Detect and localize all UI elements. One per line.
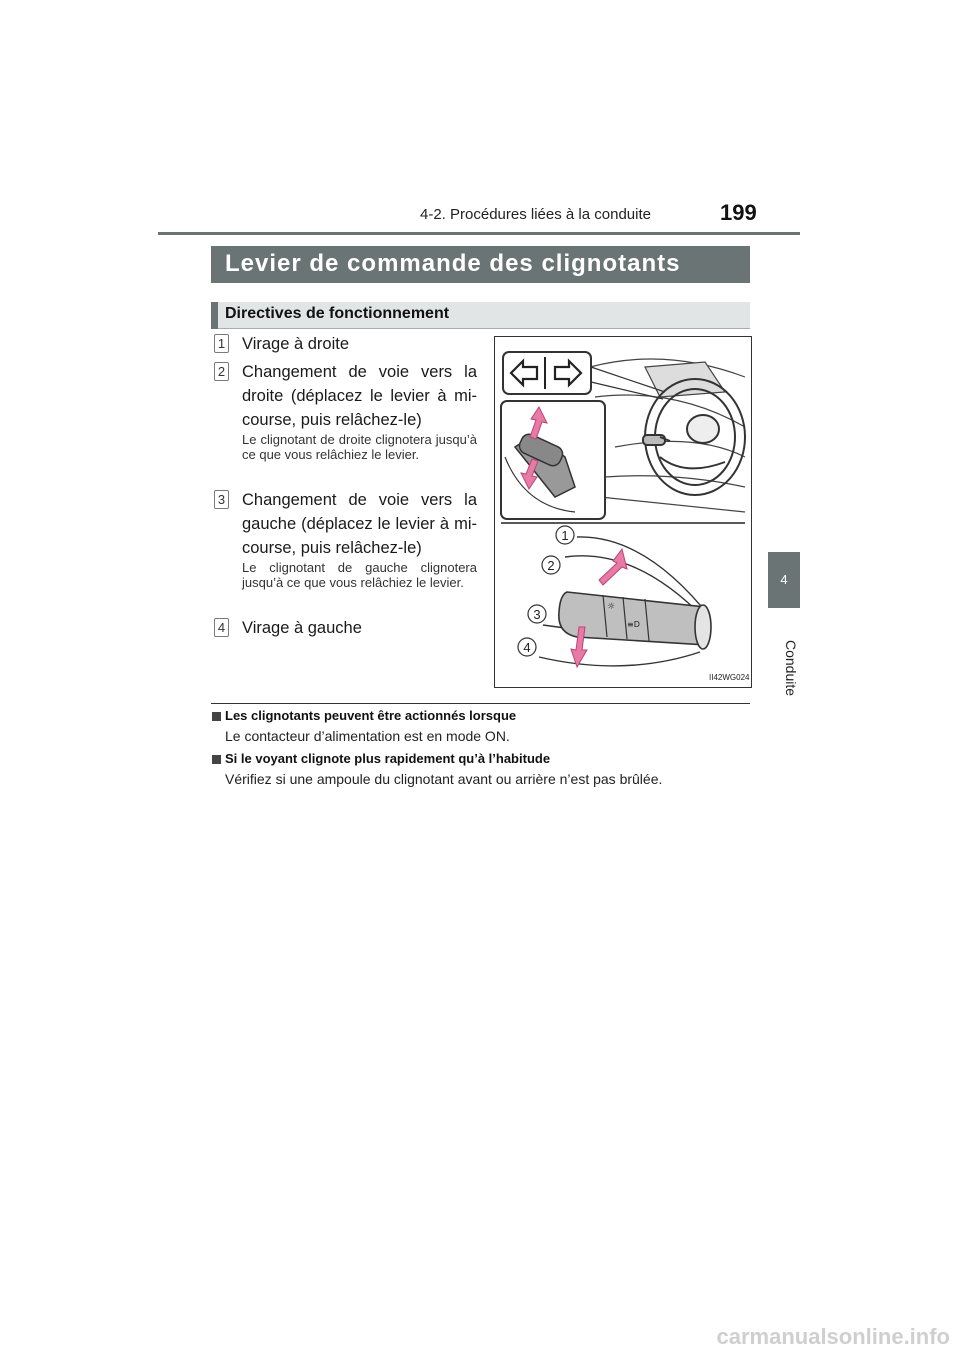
footer	[0, 1322, 960, 1358]
note-1-body: Le contacteur d’alimentation est en mode ON.	[225, 728, 510, 744]
page-title: Levier de commande des clignotants	[225, 250, 681, 277]
turn-signal-illustration	[494, 336, 752, 688]
item-3-note: Le clignotant de gauche clignotera jusqu’à ce que vous relâchiez le levier.	[242, 560, 477, 590]
item-2-note: Le clignotant de droite clignotera jusqu’à ce que vous relâchiez le levier.	[242, 432, 477, 462]
subheading: Directives de fonctionnement	[225, 305, 450, 322]
section-reference: 4-2. Procédures liées à la conduite	[420, 206, 651, 223]
subheading-bar	[211, 302, 750, 329]
note-2-heading: Si le voyant clignote plus rapidement qu’à l’habitude	[225, 751, 551, 766]
watermark: carmanualsonline.info	[716, 1324, 950, 1349]
callout-3: 3	[533, 607, 541, 622]
chapter-tab: 4	[768, 552, 800, 608]
svg-text:≡D: ≡D	[627, 620, 640, 629]
lever-detail-inset	[501, 401, 605, 519]
item-number-3: 3	[214, 490, 229, 509]
item-number-2: 2	[214, 362, 229, 381]
note-bullet-1	[212, 712, 221, 721]
dashboard-drawing	[590, 359, 745, 512]
illustration-code: II42WG024	[709, 673, 750, 682]
illustration-drawing	[495, 337, 751, 687]
callout-1: 1	[561, 528, 569, 543]
header-rule	[158, 232, 800, 235]
chapter-label: Conduite	[783, 640, 799, 697]
item-4-text: Virage à gauche	[242, 619, 362, 637]
item-number-1: 1	[214, 334, 229, 353]
note-1-heading: Les clignotants peuvent être actionnés lorsque	[225, 708, 517, 723]
item-2-text: Changement de voie vers la droite (déplacez le levier à mi-course, puis relâchez-le)	[242, 363, 477, 429]
item-number-4: 4	[214, 618, 229, 637]
section-title-bar	[211, 246, 750, 283]
stalk-up-arrow-icon	[599, 549, 627, 585]
notes-rule	[211, 703, 750, 704]
subheading-accent	[211, 302, 218, 329]
svg-text:☼: ☼	[607, 602, 616, 612]
dash-lever-drawing	[643, 435, 670, 445]
callout-2: 2	[547, 558, 555, 573]
page-number: 199	[720, 200, 757, 225]
item-1-text: Virage à droite	[242, 335, 350, 353]
item-3-text: Changement de voie vers la gauche (déplacez le levier à mi-course, puis relâchez-le)	[242, 491, 477, 557]
callout-4: 4	[523, 640, 531, 655]
note-bullet-2	[212, 755, 221, 764]
note-2-body: Vérifiez si une ampoule du clignotant avant ou arrière n’est pas brûlée.	[225, 771, 663, 787]
